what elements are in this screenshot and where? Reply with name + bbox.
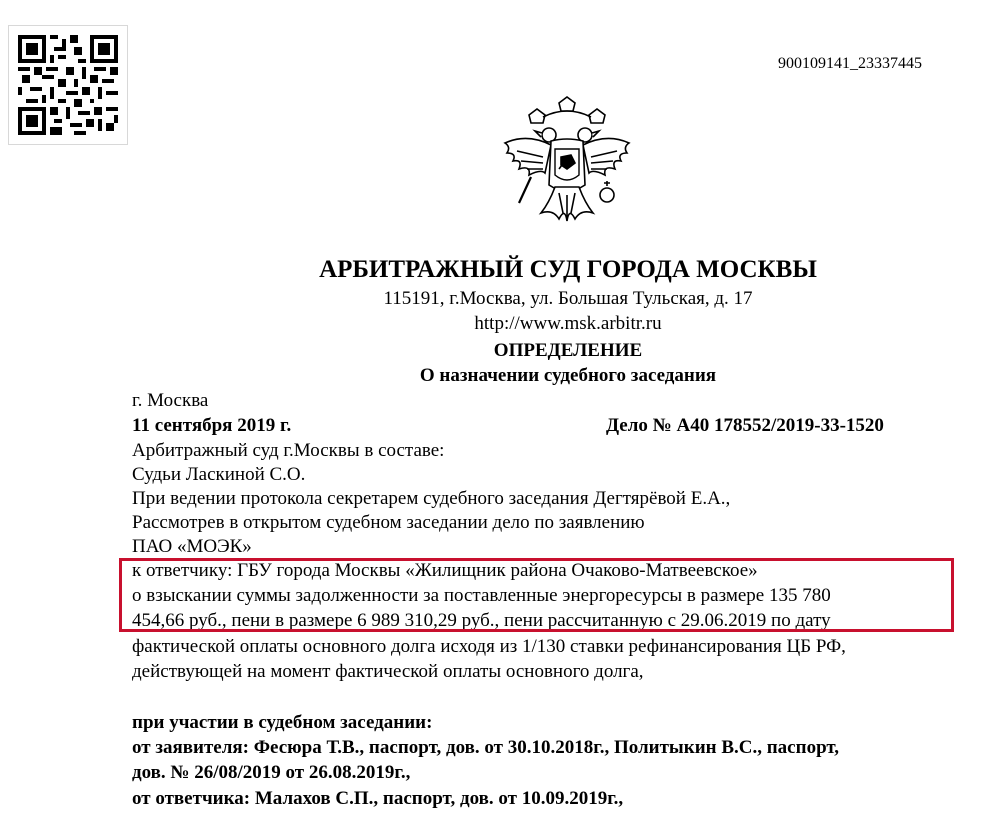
body-line: о взыскании суммы задолженности за поставленные энергоресурсы в размере 135 780	[132, 585, 831, 606]
document-subject: О назначении судебного заседания	[419, 365, 717, 386]
document-date: 11 сентября 2019 г.	[132, 415, 292, 436]
emblem	[497, 95, 637, 235]
body-line: действующей на момент фактической оплаты основного долга,	[132, 661, 644, 682]
court-address: 115191, г.Москва, ул. Большая Тульская, д. 17	[383, 288, 753, 309]
body-line: Судьи Ласкиной С.О.	[132, 464, 306, 485]
body-line: Арбитражный суд г.Москвы в составе:	[132, 440, 445, 461]
coat-of-arms-icon	[497, 95, 637, 230]
document-id: 900109141_23337445	[778, 55, 922, 72]
highlight-box	[119, 558, 954, 632]
participant-line: дов. № 26/08/2019 от 26.08.2019г.,	[132, 762, 411, 783]
body-line: ПАО «МОЭК»	[132, 536, 252, 557]
qr-code-icon	[18, 35, 118, 135]
body-line: к ответчику: ГБУ города Москвы «Жилищник района Очаково-Матвеевское»	[132, 560, 758, 581]
case-number: Дело № А40 178552/2019-33-1520	[606, 415, 884, 436]
court-url[interactable]: http://www.msk.arbitr.ru	[474, 313, 662, 334]
body-line: Рассмотрев в открытом судебном заседании дело по заявлению	[132, 512, 645, 533]
participant-line: от заявителя: Фесюра Т.В., паспорт, дов. от 30.10.2018г., Политыкин В.С., паспорт,	[132, 737, 840, 758]
participant-line: от ответчика: Малахов С.П., паспорт, дов. от 10.09.2019г.,	[132, 788, 624, 809]
qr-code	[8, 25, 128, 145]
body-line: При ведении протокола секретарем судебного заседания Дегтярёвой Е.А.,	[132, 488, 731, 509]
body-line: фактической оплаты основного долга исходя из 1/130 ставки рефинансирования ЦБ РФ,	[132, 636, 846, 657]
city: г. Москва	[132, 390, 209, 411]
court-name: АРБИТРАЖНЫЙ СУД ГОРОДА МОСКВЫ	[319, 256, 817, 283]
body-line: 454,66 руб., пени в размере 6 989 310,29 руб., пени рассчитанную с 29.06.2019 по дату	[132, 610, 831, 631]
participants-heading: при участии в судебном заседании:	[132, 712, 433, 733]
document-type: ОПРЕДЕЛЕНИЕ	[493, 340, 643, 361]
